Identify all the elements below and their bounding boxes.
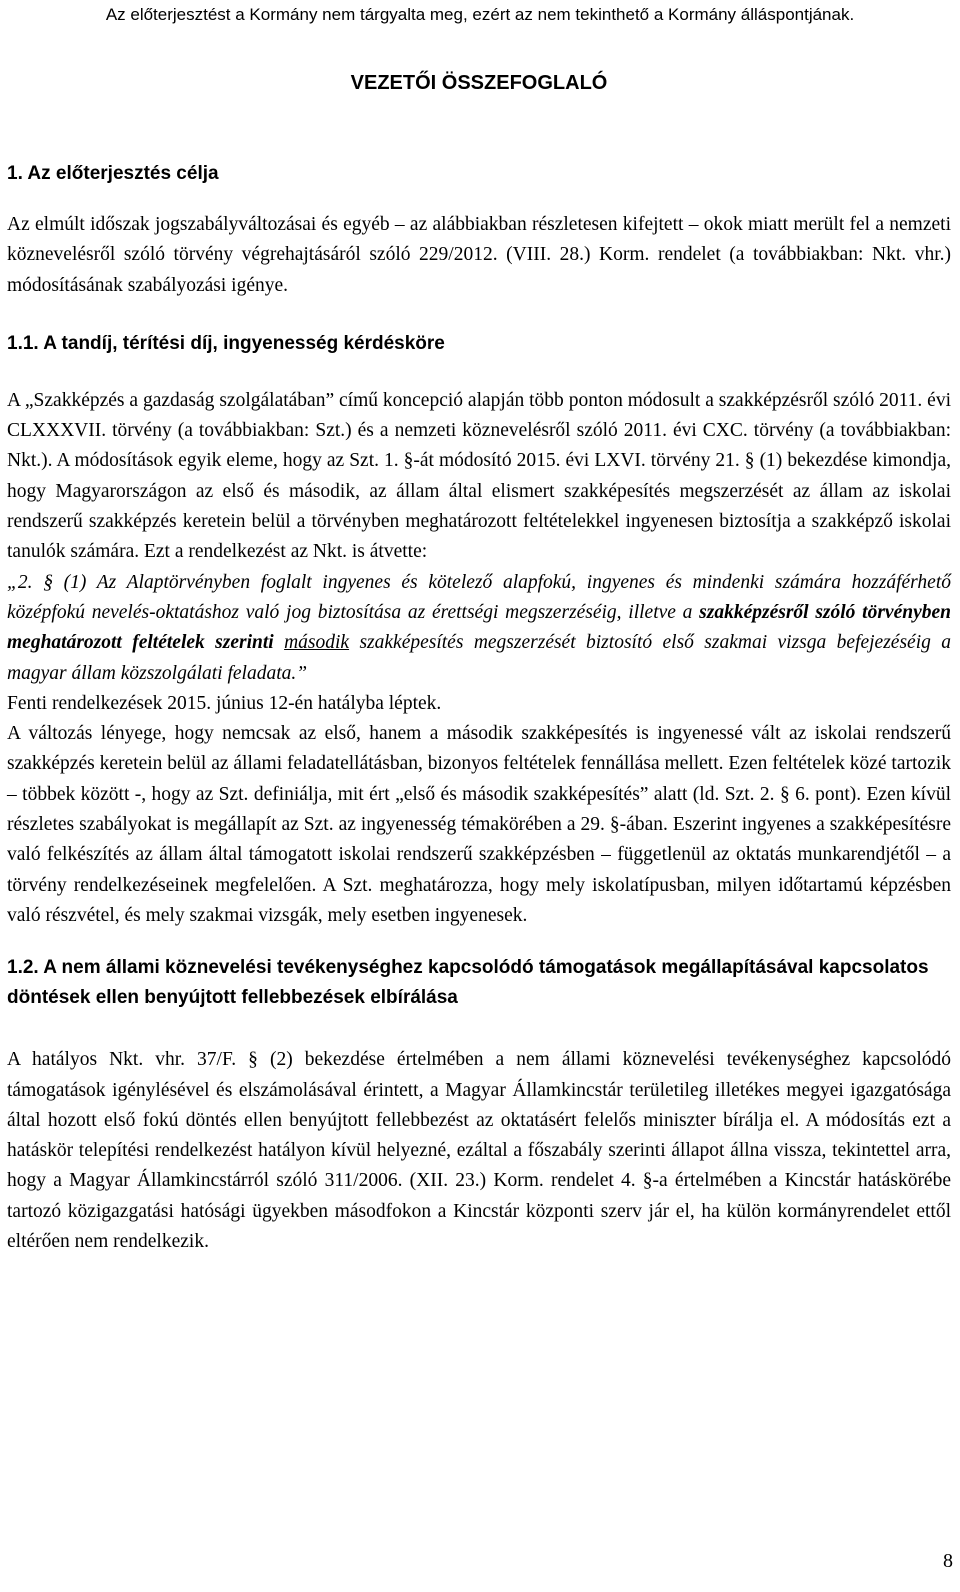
legal-quote-bold: szakképzésről szóló törvényben meghatározott feltételek szerinti [7,601,951,654]
legal-quote [7,568,951,689]
subsection-1-2-heading: 1.2. A nem állami köznevelési tevékenységhez kapcsolódó támogatások megállapításával kapcsolatos döntések ellen benyújtott fellebbezések elbírálása [7,957,929,1009]
legal-quote-text-1: „2. § (1) Az Alaptörvényben foglalt ingyenes és kötelező alapfokú, ingyenes és mindenki számára hozzáférhető középfokú nevelés-oktatáshoz való jog biztosítása az érettségi megszerzéséig, illetve a [7,571,951,623]
change-paragraph: A változás lényege, hogy nemcsak az első, hanem a második szakképesítés is ingyenessé vált az iskolai rendszerű szakképzés keretein belül az állami feladatellátásban, bizonyos feltételek fennállása mellett. Ezen feltételek közé tartozik – többek között -, hogy az Szt. definiálja, mit ért „első és második szakképesítés” alatt (ld. Szt. 2. § 6. pont). Ezen kívül részletes szabályokat is megállapít az Szt. az ingyenesség témakörében a 29. §-ában. Eszerint ingyenes a szakképesítésre való felkészítés az állam által támogatott iskolai rendszerű szakképzésben – függetlenül az oktatás munkarendjétől – a törvény rendelkezéseinek megfelelően. A Szt. meghatározza, hogy mely iskolatípusban, milyen időtartamú képzésben való részvétel, és mely szakmai vizsgák, mely esetben ingyenesek. [7,723,951,926]
section-1-heading: 1. Az előterjesztés célja [7,163,219,184]
subsection-1-1-heading: 1.1. A tandíj, térítési díj, ingyenesség kérdésköre [7,332,445,354]
page-number: 8 [943,1550,953,1572]
effective-date-line: Fenti rendelkezések 2015. június 12-én hatályba léptek. [7,692,442,714]
legal-quote-underlined: második [284,632,350,654]
document-body [7,70,951,1257]
page-header-notice: Az előterjesztést a Kormány nem tárgyalta meg, ezért az nem tekinthető a Kormány álláspontjának. [105,5,855,24]
section-1-paragraph: Az elmúlt időszak jogszabályváltozásai és egyéb – az alábbiakban részletesen kifejtett – okok miatt merült fel a nemzeti köznevelésről szóló törvény végrehajtásáról szóló 229/2012. (VIII. 28.) Korm. rendelet (a továbbiakban: Nkt. vhr.) módosításának szabályozási igénye. [7,214,951,296]
legal-quote-text-2: szakképesítés megszerzését biztosító első szakmai vizsga befejezéséig a magyar állam közszolgálati feladata.” [7,632,952,684]
subsection-1-2-paragraph: A hatályos Nkt. vhr. 37/F. § (2) bekezdése értelmében a nem állami köznevelési tevékenységhez kapcsolódó támogatások igénylésével és elszámolásával érintett, a Magyar Államkincstár területileg illetékes megyei igazgatósága által hozott első fokú döntés ellen benyújtott fellebbezést az oktatásért felelős miniszter bírálja el. A módosítás ezt a hatáskör telepítési rendelkezést hatályon kívül helyezné, ezáltal a főszabály szerinti állapot állna vissza, tekintettel arra, hogy a Magyar Államkincstárról szóló 311/2006. (XII. 23.) Korm. rendelet 4. §-a értelmében a Kincstár hatáskörébe tartozó közigazgatási hatósági ügyekben másodfokon a Kincstár központi szerv jár el, ha külön kormányrendelet ettől eltérően nem rendelkezik. [7,1049,951,1253]
document-title: VEZETŐI ÖSSZEFOGLALÓ [350,72,608,94]
subsection-1-1-paragraph: A „Szakképzés a gazdaság szolgálatában” című koncepció alapján több ponton módosult a szakképzésről szóló 2011. évi CLXXXVII. törvény (a továbbiakban: Szt.) és a nemzeti köznevelésről szóló 2011. évi CXC. törvény (a továbbiakban: Nkt.). A módosítások egyik eleme, hogy az Szt. 1. §-át módosító 2015. évi LXVI. törvény 21. § (1) bekezdése kimondja, hogy Magyarországon az első és második, az állam által elismert szakképesítés megszerzését az állam az iskolai rendszerű szakképzés keretein belül a törvényben meghatározott feltételekkel ingyenesen biztosítja a szakképző iskolai tanulók számára. Ezt a rendelkezést az Nkt. is átvette: [7,389,951,563]
legal-quote-space [274,632,284,653]
